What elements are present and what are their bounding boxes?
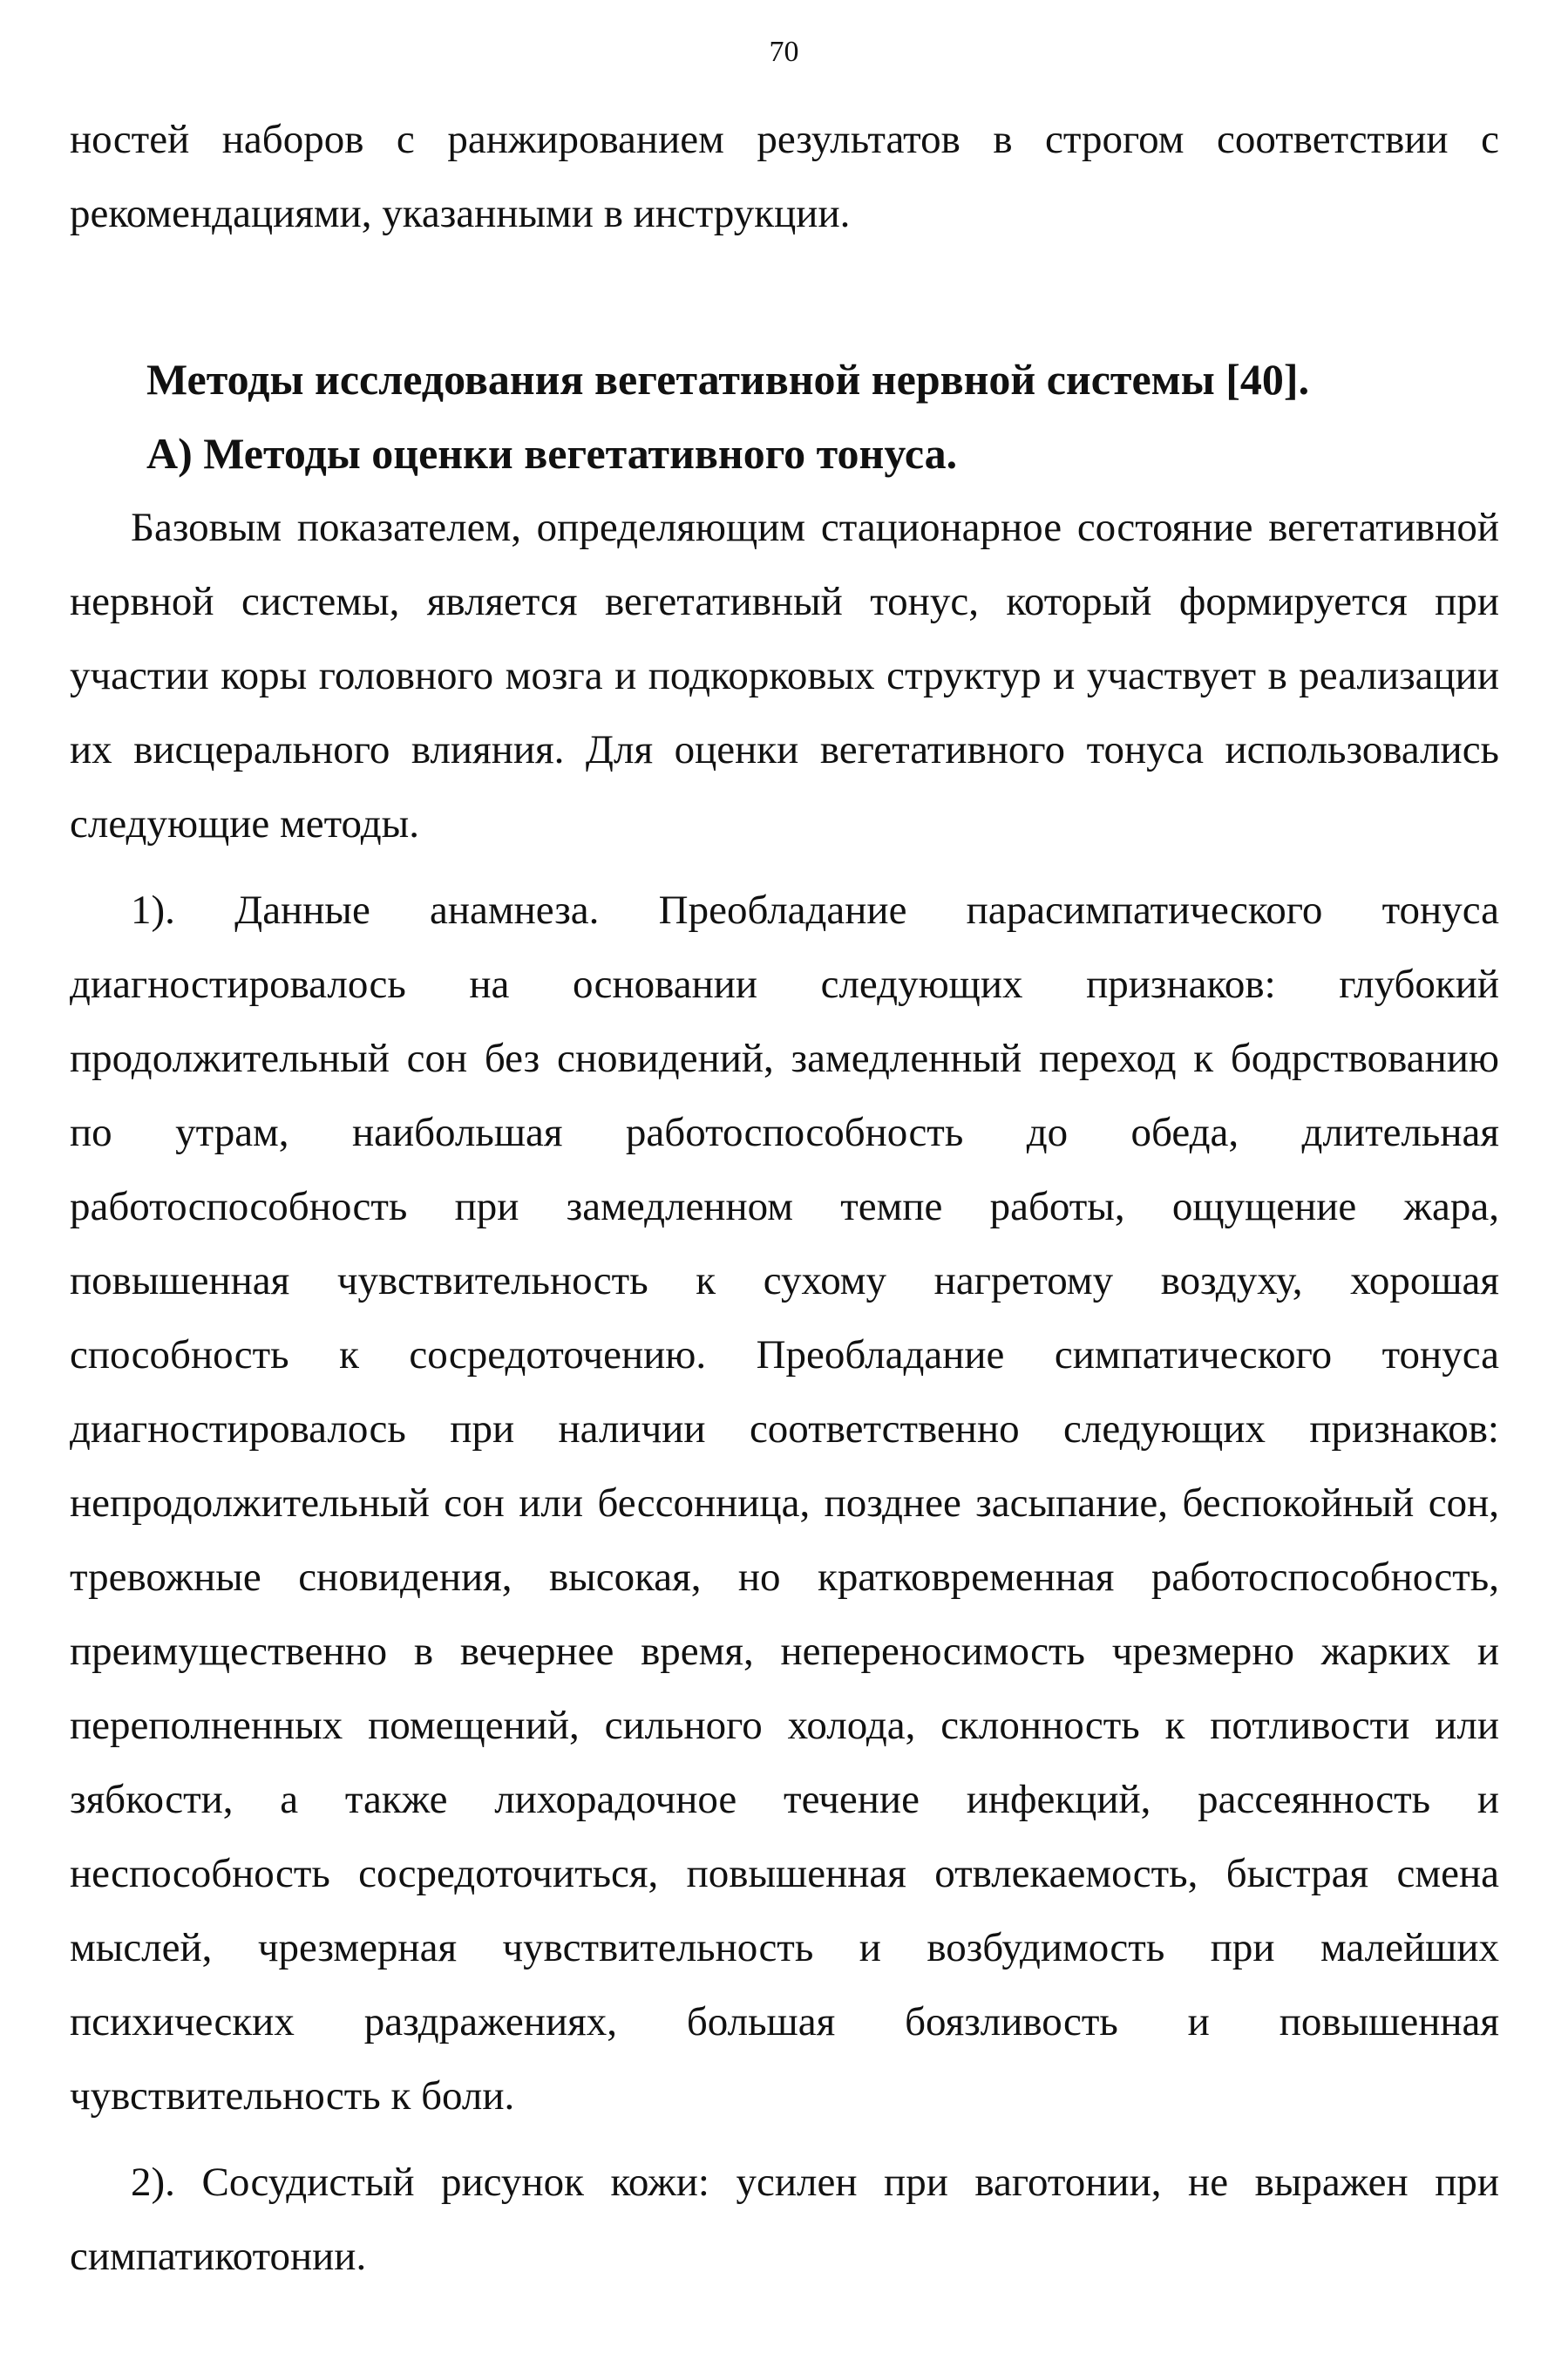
spacer (70, 2133, 1499, 2146)
page-content (70, 103, 1499, 2294)
paragraph-vascular-pattern: 2). Сосудистый рисунок кожи: усилен при ваготонии, не выражен при симпатикотонии. (70, 2160, 1499, 2279)
paragraph-base-indicator: Базовым показателем, определяющим стационарное состояние вегетативной нервной системы, является вегетативный тонус, который формируется при участии коры головного мозга и подкорковых структур и участвует в реализации их висцерального влияния. Для оценки вегетативного тонуса использовались следующие методы. (70, 505, 1499, 847)
section-heading: Методы исследования вегетативной нервной системы [40]. (146, 355, 1310, 404)
paragraph-anamnesis: 1). Данные анамнеза. Преобладание парасимпатического тонуса диагностировалось на основании следующих признаков: глубокий продолжительный сон без сновидений, замедленный переход к бодрствованию по утрам, наибольшая работоспособность до обеда, длительная работоспособность при замедленном темпе работы, ощущение жара, повышенная чувствительность к сухому нагретому воздуху, хорошая способность к сосредоточению. Преобладание симпатического тонуса диагностировалось при наличии соответственно следующих признаков: непродолжительный сон или бессонница, позднее засыпание, беспокойный сон, тревожные сновидения, высокая, но кратковременная работоспособность, преимущественно в вечернее время, непереносимость чрезмерно жарких и переполненных помещений, сильного холода, склонность к потливости или зябкости, а также лихорадочное течение инфекций, рассеянность и неспособность сосредоточиться, повышенная отвлекаемость, быстрая смена мыслей, чрезмерная чувствительность и возбудимость при малейших психических раздражениях, большая боязливость и повышенная чувствительность к боли. (70, 888, 1499, 2119)
paragraph-intro: ностей наборов с ранжированием результатов в строгом соответствии с рекомендациями, указанными в инструкции. (70, 117, 1499, 236)
spacer (70, 251, 1499, 343)
page-number: 70 (769, 36, 799, 68)
spacer (70, 861, 1499, 874)
subsection-heading: А) Методы оценки вегетативного тонуса. (146, 429, 958, 478)
